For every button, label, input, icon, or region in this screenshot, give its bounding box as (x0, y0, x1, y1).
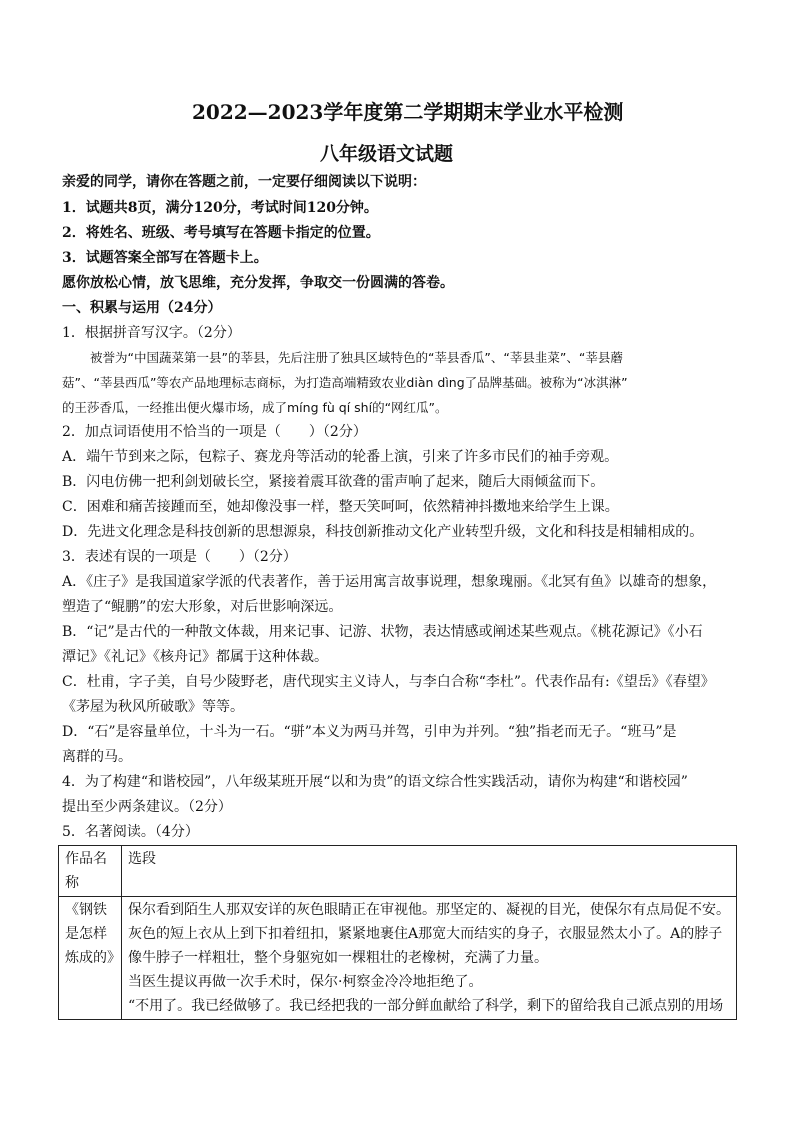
table-cell-excerpt (122, 897, 737, 1020)
table-row (59, 897, 737, 1020)
q3-line: C．杜甫，字子美，自号少陵野老，唐代现实主义诗人，与李白合称“李杜”。代表作品有:《望岳》《春望》 (62, 674, 715, 690)
instruction-item: 3．试题答案全部写在答题卡上。 (62, 250, 268, 266)
q1-passage-line: 被誉为“中国蔬菜第一县”的莘县，先后注册了独具区域特色的“莘县香瓜”、“莘县韭菜”、“莘县蘑 (90, 350, 623, 365)
table-cell-work: 《钢铁是怎样炼成的》 (59, 897, 122, 1020)
q3-line: B．“记”是古代的一种散文体裁，用来记事、记游、状物，表达情感或阐述某些观点。《桃花源记》《小石 (62, 624, 703, 640)
excerpt-line: 当医生提议再做一次手术时，保尔·柯察金冷冷地拒绝了。 (128, 974, 483, 990)
q3-line: A．《庄子》是我国道家学派的代表著作，善于运用寓言故事说理，想象瑰丽。《北冥有鱼》以雄奇的想象， (62, 574, 717, 590)
exam-title: 2022—2023学年度第二学期期末学业水平检测 (192, 100, 624, 124)
q3-line: D．“石”是容量单位，十斗为一石。“骈”本义为两马并驾，引申为并列。“独”指老而无子。“班马”是 (62, 724, 677, 740)
q2-option: A．端午节到来之际，包粽子、赛龙舟等活动的轮番上演，引来了许多市民们的袖手旁观。 (62, 449, 619, 465)
excerpt-line: 灰色的短上衣从上到下扣着纽扣，紧紧地裹住A那宽大而结实的身子，衣服显然太小了。A的脖子 (128, 926, 723, 942)
excerpt-line: 保尔看到陌生人那双安详的灰色眼睛正在审视他。那坚定的、凝视的目光，使保尔有点局促不安。 (128, 902, 730, 918)
instruction-item: 1．试题共8页，满分120分，考试时间120分钟。 (62, 200, 378, 216)
excerpt-line: “不用了。我已经做够了。我已经把我的一部分鲜血献给了科学，剩下的留给我自己派点别的用场 (128, 998, 724, 1014)
table-header-excerpt: 选段 (122, 846, 737, 897)
table-row (59, 846, 737, 897)
question-stem: 3．表述有误的一项是（ ）（2分） (62, 549, 297, 565)
table-header-work: 作品名称 (59, 846, 122, 897)
q3-line: 《茅屋为秋风所破歌》等等。 (62, 699, 244, 715)
q1-passage-line: 菇”、“莘县西瓜”等农产品地理标志商标，为打造高端精致农业diàn dìng了品牌基础。被称为“冰淇淋” (62, 375, 628, 390)
q3-line: 塑造了“鲲鹏”的宏大形象，对后世影响深远。 (62, 599, 343, 615)
question-stem: 1．根据拼音写汉字。（2分） (62, 325, 241, 341)
q2-option: D．先进文化理念是科技创新的思想源泉，科技创新推动文化产业转型升级，文化和科技是相辅相成的。 (62, 524, 704, 540)
excerpt-line: 像牛脖子一样粗壮，整个身躯宛如一棵粗壮的老橡树，充满了力量。 (128, 950, 548, 966)
q2-option: C．困难和痛苦接踵而至，她却像没事一样，整天笑呵呵，依然精神抖擞地来给学生上课。 (62, 499, 619, 515)
instruction-item: 2．将姓名、班级、考号填写在答题卡指定的位置。 (62, 225, 380, 241)
section-heading: 一、积累与运用（24分） (62, 300, 222, 316)
q1-passage-line: 的王莎香瓜，一经推出便火爆市场，成了míng fù qí shí的“网红瓜”。 (62, 400, 448, 415)
exam-subtitle: 八年级语文试题 (320, 143, 454, 165)
q2-option: B．闪电仿佛一把利剑划破长空，紧接着震耳欲聋的雷声响了起来，随后大雨倾盆而下。 (62, 474, 605, 490)
q3-line: 潭记》《礼记》《核舟记》都属于这种体裁。 (62, 649, 328, 665)
instructions-intro: 亲爱的同学，请你在答题之前，一定要仔细阅读以下说明： (62, 174, 426, 190)
q4-line: 4．为了构建“和谐校园”，八年级某班开展“以和为贵”的语文综合性实践活动，请你为构建“和谐校园” (62, 774, 688, 790)
question-stem: 5．名著阅读。（4分） (62, 824, 199, 840)
q3-line: 离群的马。 (62, 749, 132, 765)
q4-line: 提出至少两条建议。（2分） (62, 799, 232, 815)
book-excerpt-table (58, 845, 737, 1020)
instructions-wish: 愿你放松心情，放飞思维，充分发挥，争取交一份圆满的答卷。 (62, 275, 454, 291)
question-stem: 2．加点词语使用不恰当的一项是（ ）（2分） (62, 424, 367, 440)
